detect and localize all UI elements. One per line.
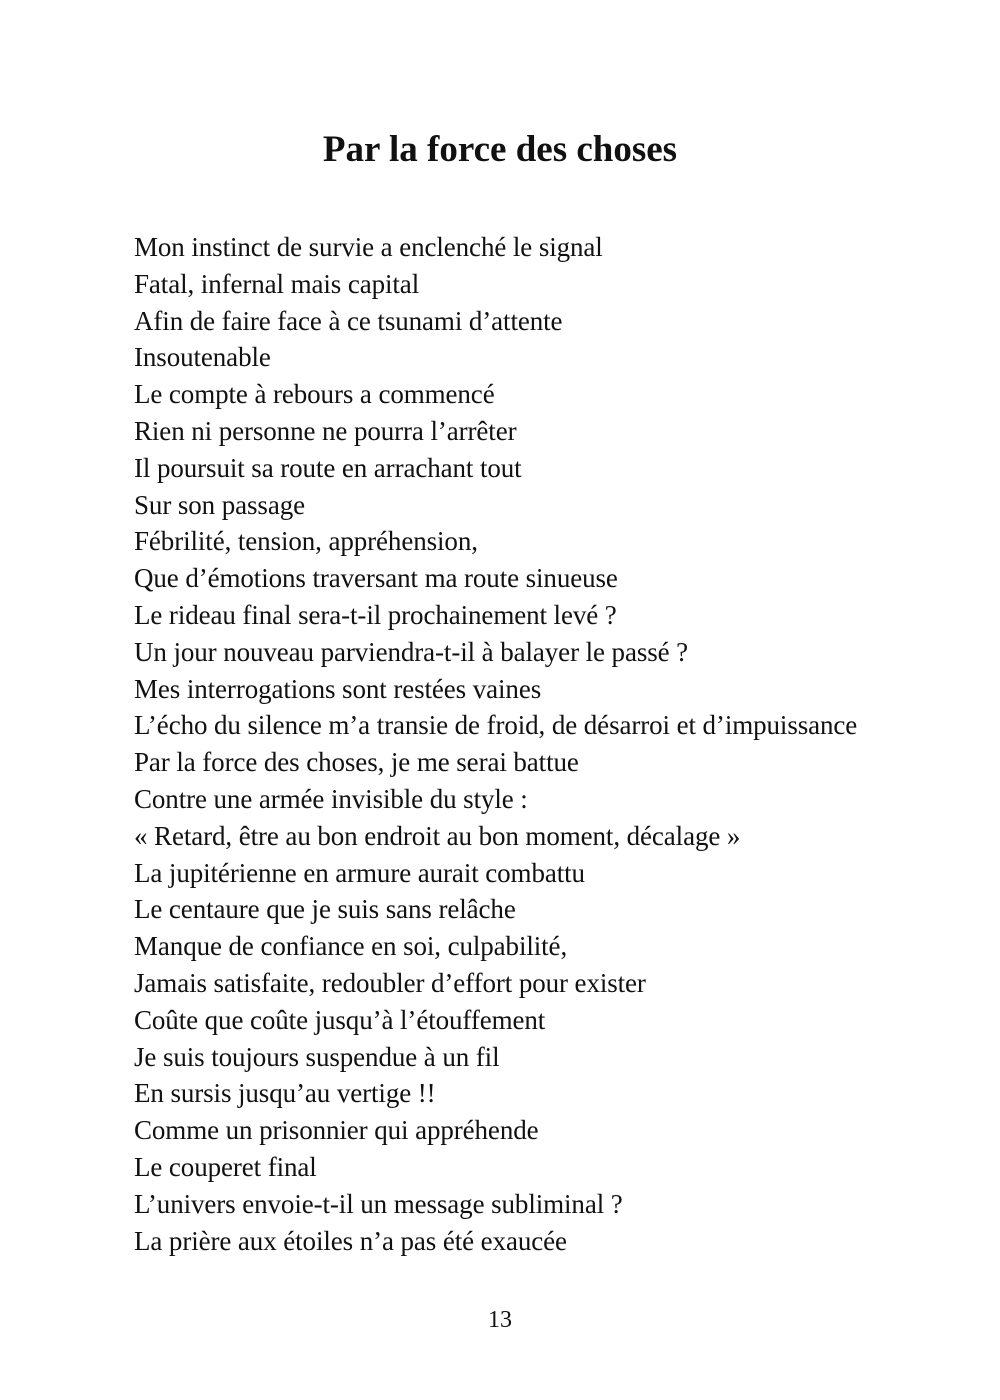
poem-line: Coûte que coûte jusqu’à l’étouffement <box>134 1004 546 1035</box>
poem-line: Fébrilité, tension, appréhension, <box>134 526 478 557</box>
poem-line: Comme un prisonnier qui appréhende <box>134 1115 539 1146</box>
poem-line: Jamais satisfaite, redoubler d’effort pour exister <box>134 967 646 998</box>
poem-line: Que d’émotions traversant ma route sinueuse <box>134 563 618 594</box>
poem-line: « Retard, être au bon endroit au bon moment, décalage » <box>134 820 741 851</box>
poem-line: Afin de faire face à ce tsunami d’attente <box>134 305 563 336</box>
poem-line: Le couperet final <box>134 1151 317 1182</box>
poem-title: Par la force des choses <box>322 129 678 170</box>
poem-line: L’écho du silence m’a transie de froid, de désarroi et d’impuissance <box>134 710 858 741</box>
poem-line: L’univers envoie-t-il un message subliminal ? <box>134 1188 623 1219</box>
poem-line: La prière aux étoiles n’a pas été exaucée <box>134 1225 567 1256</box>
poem-line: Sur son passage <box>134 489 305 520</box>
page-number: 13 <box>488 1307 512 1333</box>
poem-line: En sursis jusqu’au vertige !! <box>134 1078 436 1109</box>
poem-line: Insoutenable <box>134 342 271 373</box>
poem-line: Il poursuit sa route en arrachant tout <box>134 452 522 483</box>
poem-line: Contre une armée invisible du style : <box>134 783 528 814</box>
poem-line: Le compte à rebours a commencé <box>134 379 495 410</box>
poem-line: Mon instinct de survie a enclenché le signal <box>134 232 603 262</box>
poem-line: Le centaure que je suis sans relâche <box>134 894 516 925</box>
poem-line: Mes interrogations sont restées vaines <box>134 673 542 704</box>
poem-body <box>134 229 974 1259</box>
poem-line: Rien ni personne ne pourra l’arrêter <box>134 415 517 446</box>
poem-line: La jupitérienne en armure aurait combattu <box>134 857 585 888</box>
poem-line: Par la force des choses, je me serai battue <box>134 747 579 778</box>
poem-line: Un jour nouveau parviendra-t-il à balayer le passé ? <box>134 636 689 667</box>
poem-line: Je suis toujours suspendue à un fil <box>134 1041 500 1072</box>
poem-line: Fatal, infernal mais capital <box>134 268 420 299</box>
poem-line: Manque de confiance en soi, culpabilité, <box>134 931 568 962</box>
poem-line: Le rideau final sera-t-il prochainement levé ? <box>134 599 617 630</box>
